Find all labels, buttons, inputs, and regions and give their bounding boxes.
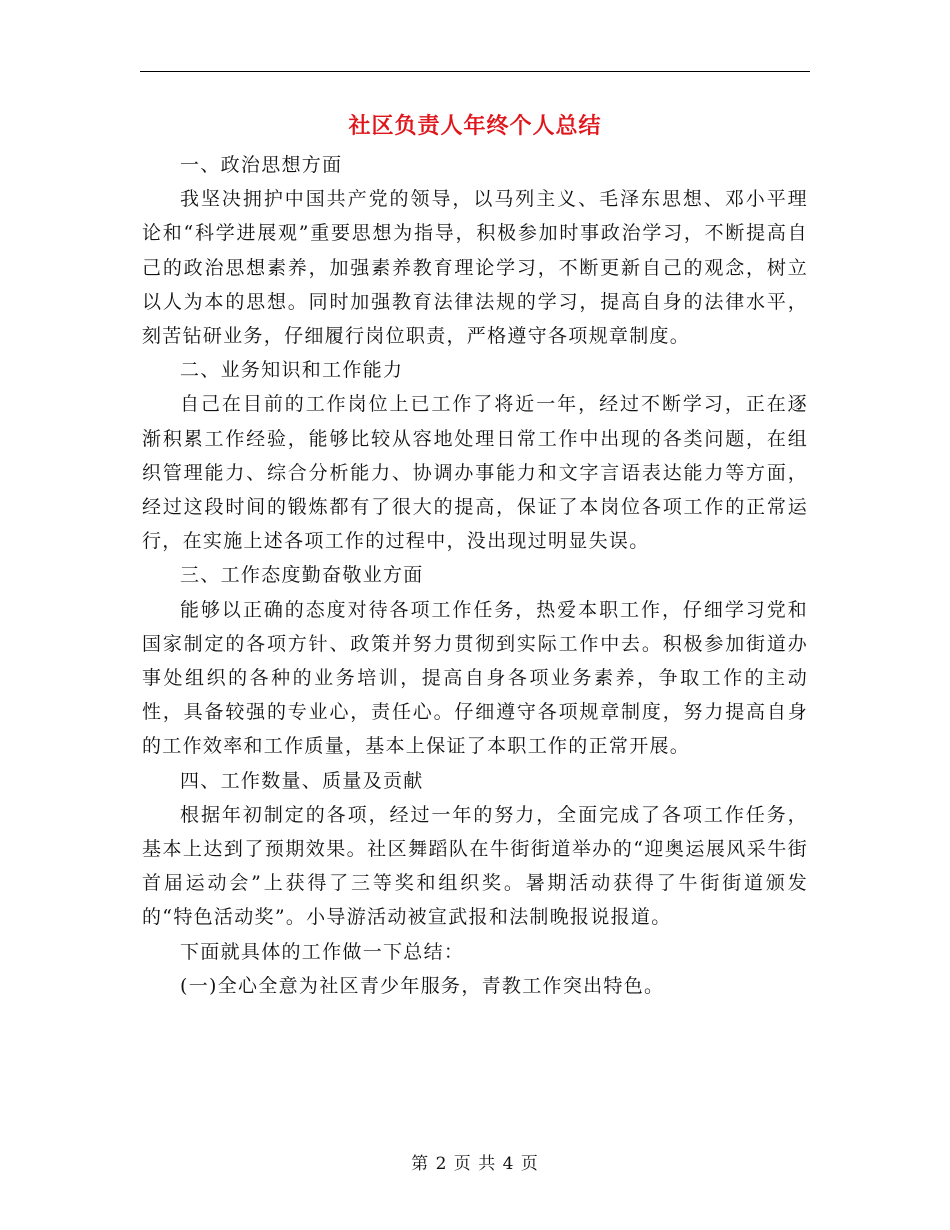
paragraph-contribution: 根据年初制定的各项，经过一年的努力，全面完成了各项工作任务，基本上达到了预期效果。社区舞蹈队在牛街街道举办的“迎奥运展风采牛街首届运动会”上获得了三等奖和组织奖。暑期活动获得了牛街街道颁发的“特色活动奖”。小导游活动被宣武报和法制晚报说报道。: [142, 803, 808, 929]
heading-political: 一、政治思想方面: [180, 154, 343, 176]
page-footer: [0, 1152, 950, 1176]
paragraph-political: 我坚决拥护中国共产党的领导，以马列主义、毛泽东思想、邓小平理论和“科学进展观”重要思想为指导，积极参加时事政治学习，不断提高自己的政治思想素养，加强素养教育理论学习，不断更新自己的观念，树立以人为本的思想。同时加强教育法律法规的学习，提高自身的法律水平，刻苦钻研业务，仔细履行岗位职责，严格遵守各项规章制度。: [142, 188, 808, 348]
header-rule: [140, 71, 810, 72]
document-title: 社区负责人年终个人总结: [348, 113, 602, 139]
heading-contribution: 四、工作数量、质量及贡献: [180, 769, 424, 792]
footer-suffix: 页: [520, 1154, 539, 1174]
heading-attitude: 三、工作态度勤奋敬业方面: [180, 564, 424, 587]
paragraph-summary-intro: 下面就具体的工作做一下总结：: [180, 940, 465, 963]
document-body: [142, 148, 808, 1003]
footer-total-pages: 4: [502, 1154, 515, 1174]
paragraph-attitude: 能够以正确的态度对待各项工作任务，热爱本职工作，仔细学习党和国家制定的各项方针、政策并努力贯彻到实际工作中去。积极参加街道办事处组织的各种的业务培训，提高自身各项业务素养，争取工作的主动性，具备较强的专业心，责任心。仔细遵守各项规章制度，努力提高自身的工作效率和工作质量，基本上保证了本职工作的正常开展。: [142, 598, 808, 758]
heading-business: 二、业务知识和工作能力: [180, 359, 404, 382]
footer-prefix: 第: [411, 1154, 430, 1174]
footer-current-page: 2: [435, 1154, 448, 1174]
paragraph-business: 自己在目前的工作岗位上已工作了将近一年，经过不断学习，正在逐渐积累工作经验，能够比较从容地处理日常工作中出现的各类问题，在组织管理能力、综合分析能力、协调办事能力和文字言语表达能力等方面，经过这段时间的锻炼都有了很大的提高，保证了本岗位各项工作的正常运行，在实施上述各项工作的过程中，没出现过明显失误。: [142, 393, 808, 553]
footer-middle: 页 共: [453, 1154, 497, 1174]
paragraph-subheading-youth: (一)全心全意为社区青少年服务，青教工作突出特色。: [180, 974, 665, 997]
